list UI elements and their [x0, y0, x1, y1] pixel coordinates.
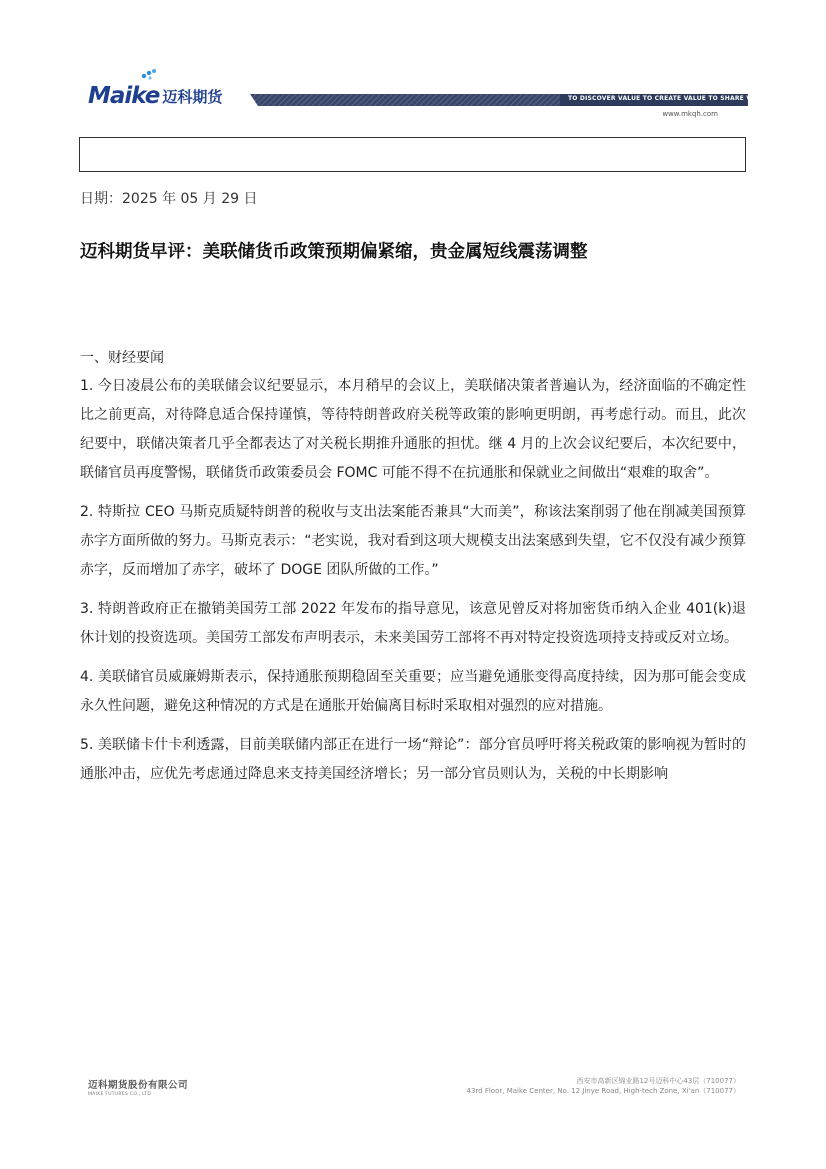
company-logo: [88, 78, 222, 108]
footer-address: [467, 1076, 741, 1096]
footer-company-en: MAIKE FUTURES CO., LTD.: [88, 1092, 153, 1097]
footer-company-cn: 迈科期货股份有限公司: [88, 1080, 189, 1091]
logo-wordmark: Maike: [88, 83, 160, 109]
footer-address-cn: 西安市高新区锦业路12号迈科中心43层（710077）: [576, 1077, 740, 1085]
footer-address-en: 43rd Floor, Maike Center, No. 12 Jinye Road, High-tech Zone, Xi'an（710077）: [466, 1087, 740, 1095]
section-heading: 一、财经要闻: [80, 350, 164, 366]
blank-box: [79, 137, 746, 172]
footer-company: [88, 1077, 188, 1097]
page-header: [0, 0, 826, 130]
news-item-2: 2. 特斯拉 CEO 马斯克质疑特朗普的税收与支出法案能否兼具“大而美”，称该法案削弱了他在削减美国预算赤字方面所做的努力。马斯克表示：“老实说，我对看到这项大规模支出法案感到失望，它不仅没有减少预算赤字，反而增加了赤字，破坏了 DOGE 团队所做的工作。”: [80, 504, 746, 578]
news-body: [80, 372, 746, 799]
report-title: 迈科期货早评：美联储货币政策预期偏紧缩，贵金属短线震荡调整: [80, 242, 588, 262]
news-item-1: 1. 今日凌晨公布的美联储会议纪要显示，本月稍早的会议上，美联储决策者普遍认为，经济面临的不确定性比之前更高，对待降息适合保持谨慎，等待特朗普政府关税等政策的影响更明朗，再考虑行动。而且，此次纪要中，联储决策者几乎全都表达了对关税长期推升通胀的担忧。继 4 月的上次会议纪要后，本次纪要中，联储官员再度警惕，联储货币政策委员会 FOMC 可能不得不在抗通胀和保就业之间做出“艰难的取舍”。: [80, 378, 746, 481]
report-date: 日期：2025 年 05 月 29 日: [80, 191, 258, 207]
news-item-4: 4. 美联储官员威廉姆斯表示，保持通胀预期稳固至关重要；应当避免通胀变得高度持续，因为那可能会变成永久性问题，避免这种情况的方式是在通胀开始偏离目标时采取相对强烈的应对措施。: [80, 669, 746, 714]
website-url: www.mkqh.com: [662, 110, 718, 118]
header-slogan: TO DISCOVER VALUE TO CREATE VALUE TO SHARE VALUE: [568, 95, 769, 102]
news-item-3: 3. 特朗普政府正在撤销美国劳工部 2022 年发布的指导意见，该意见曾反对将加密货币纳入企业 401(k)退休计划的投资选项。美国劳工部发布声明表示，未来美国劳工部将不再对特定投资选项持支持或反对立场。: [80, 601, 746, 646]
news-item-5: 5. 美联储卡什卡利透露，目前美联储内部正在进行一场“辩论”：部分官员呼吁将关税政策的影响视为暂时的通胀冲击，应优先考虑通过降息来支持美国经济增长；另一部分官员则认为，关税的中长期影响: [80, 737, 746, 782]
logo-chinese-name: 迈科期货: [162, 88, 223, 106]
logo-dots-icon: [140, 68, 160, 80]
